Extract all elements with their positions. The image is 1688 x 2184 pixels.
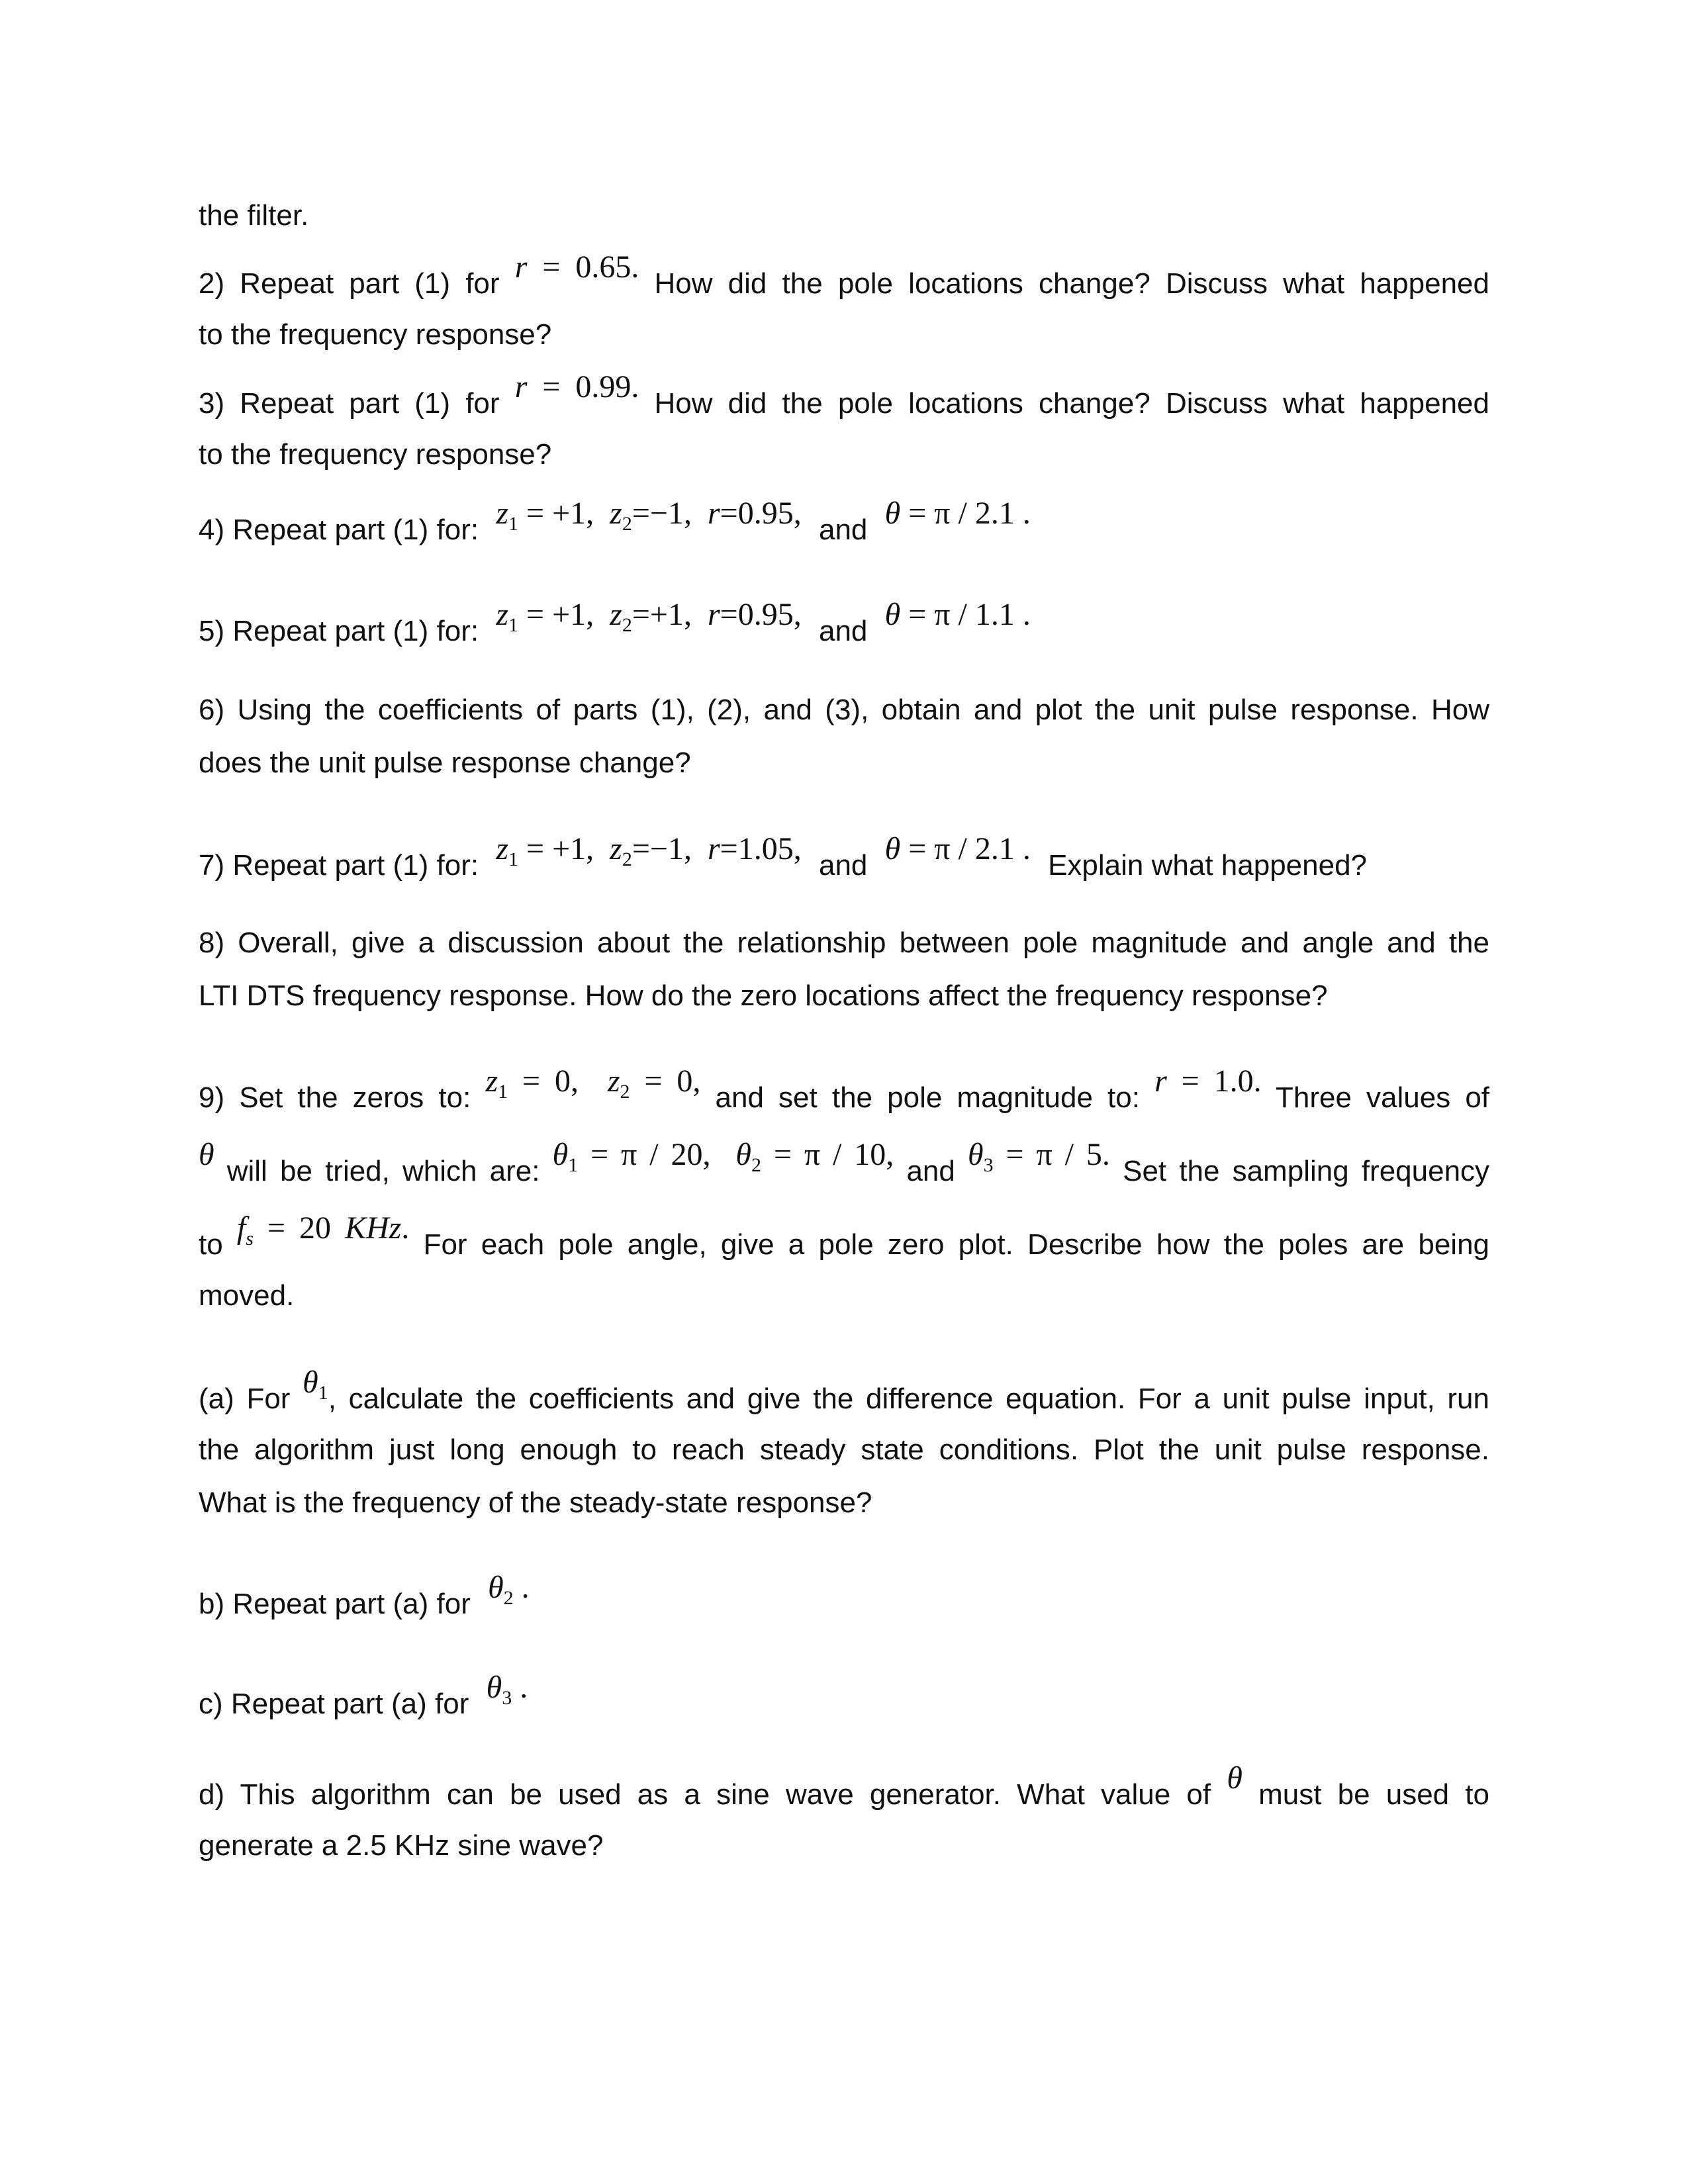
item-7-suffix: Explain what happened?: [1048, 849, 1368, 882]
item-9-and: and: [906, 1155, 955, 1187]
item-3-line-1: [199, 369, 1489, 420]
item-8-line-2: LTI DTS frequency response. How do the zero locations affect the frequency response?: [199, 979, 1328, 1012]
item-7-prefix: 7) Repeat part (1) for:: [199, 849, 479, 882]
item-2-math: r = 0.65.: [514, 250, 639, 285]
part-d-prefix: d) This algorithm can be used as a sine wave generator. What value of: [199, 1778, 1211, 1811]
item-9-line-2-text: will be tried, which are:: [226, 1155, 540, 1187]
item-9-line-3: [199, 1210, 1490, 1261]
part-a-prefix: (a) For $\theta_1$, calculate the coefficients and give the difference equation. For a unit pulse input, run: [199, 1365, 1489, 1415]
item-4-line: [199, 496, 1489, 546]
item-4-equation: $z_1 = +1$, $z_2=-1$, r=0.95,: [496, 496, 802, 535]
item-5-theta-equation: θ = π / 1.1 .: [884, 597, 1031, 632]
item-9-zeros-equation: $z_1 = 0$, $z_2 = 0$,: [485, 1064, 701, 1103]
item-5-equation: $z_1 = +1$, $z_2=+1$, r=0.95,: [496, 597, 802, 636]
item-7-equation: $z_1 = +1$, $z_2=-1$, r=1.05,: [496, 831, 802, 870]
item-9-theta-symbol: θ: [199, 1137, 214, 1172]
item-2-line-1: [199, 250, 1489, 300]
item-2-line-2: to the frequency response?: [199, 318, 552, 351]
item-5-line: [199, 597, 1489, 647]
part-a-line-2: the algorithm just long enough to reach steady state conditions. Plot the unit pulse response.: [199, 1433, 1489, 1466]
part-c-prefix: c) Repeat part (a) for: [199, 1688, 469, 1720]
item-4-theta-equation: θ = π / 2.1 .: [884, 496, 1031, 531]
item-9-fs-equation: $f_s = 20$ KHz.: [236, 1210, 410, 1250]
item-4-prefix: 4) Repeat part (1) for:: [199, 514, 479, 546]
item-9-line-4: moved.: [199, 1279, 295, 1312]
item-3-suffix: How did the pole locations change? Discuss what happened: [654, 387, 1489, 420]
part-d-suffix: must be used to: [1258, 1778, 1490, 1811]
item-9-thetas-equation: $\theta_1 = \pi / 20$, $\theta_2 = \pi / 10$,: [552, 1137, 894, 1176]
item-9-mid: and set the pole magnitude to:: [715, 1081, 1140, 1114]
item-6-line-2: does the unit pulse response change?: [199, 747, 691, 779]
item-7-line: [199, 831, 1489, 882]
item-5-prefix: 5) Repeat part (1) for:: [199, 615, 479, 647]
intro-line: the filter.: [199, 199, 309, 232]
item-7-theta-equation: θ = π / 2.1 .: [884, 831, 1031, 866]
item-4-and: and: [818, 514, 868, 546]
part-b-theta2: $\theta_2$ .: [488, 1570, 530, 1609]
item-9-line-3-prefix: to: [199, 1228, 223, 1261]
item-5-and: and: [818, 615, 868, 647]
item-9-prefix: 9) Set the zeros to:: [199, 1081, 471, 1114]
part-d-theta-symbol: θ: [1227, 1760, 1243, 1796]
part-a-line-1: [199, 1365, 1489, 1415]
item-9-suffix: Three values of: [1275, 1081, 1490, 1114]
item-2-prefix: 2) Repeat part (1) for: [199, 267, 500, 300]
part-d-line-2: generate a 2.5 KHz sine wave?: [199, 1829, 604, 1862]
item-7-and: and: [818, 849, 868, 882]
item-8-line-1: 8) Overall, give a discussion about the relationship between pole magnitude and angle and the: [199, 927, 1489, 959]
item-9-line-1: [199, 1064, 1490, 1114]
part-d-line-1: [199, 1760, 1490, 1811]
item-3-math: r = 0.99.: [514, 369, 639, 404]
item-6-line-1: 6) Using the coefficients of parts (1), (2), and (3), obtain and plot the unit pulse response. How: [199, 694, 1489, 726]
item-9-theta3-equation: $\theta_3 = \pi / 5$.: [968, 1137, 1110, 1176]
item-3-line-2: to the frequency response?: [199, 438, 552, 471]
item-9-line-2: [199, 1137, 1490, 1187]
part-c-theta3: $\theta_3$ .: [486, 1670, 528, 1709]
item-3-prefix: 3) Repeat part (1) for: [199, 387, 500, 420]
part-c-line: [199, 1670, 1489, 1720]
part-b-prefix: b) Repeat part (a) for: [199, 1588, 471, 1620]
item-2-suffix: How did the pole locations change? Discuss what happened: [654, 267, 1489, 300]
item-9-r-equation: r = 1.0.: [1154, 1064, 1262, 1099]
item-9-line-3-suffix: For each pole angle, give a pole zero plot. Describe how the poles are being: [423, 1228, 1490, 1261]
part-a-line-3: What is the frequency of the steady-state response?: [199, 1486, 872, 1519]
part-a-theta1: $\theta_1$: [303, 1365, 328, 1404]
item-9-line-2-suffix: Set the sampling frequency: [1123, 1155, 1490, 1187]
part-b-line: [199, 1570, 1489, 1620]
